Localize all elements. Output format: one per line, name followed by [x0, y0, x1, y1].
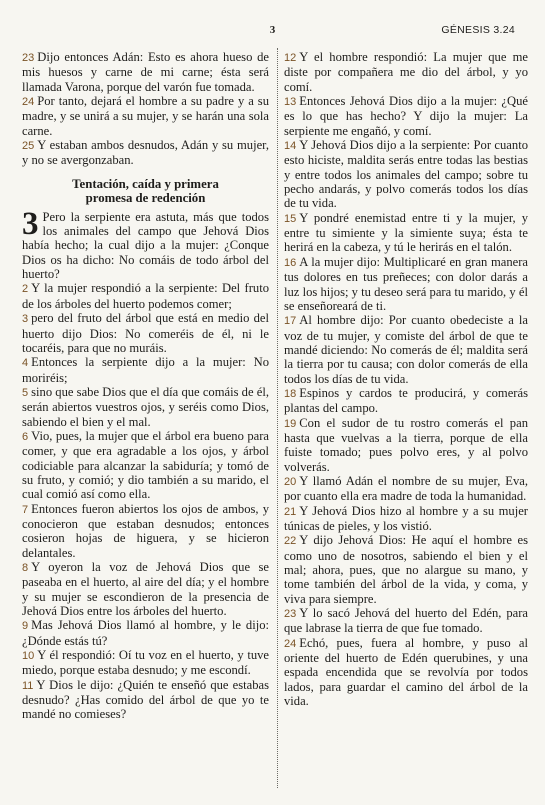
- verse-text: Y dijo Jehová Dios: He aquí el hombre es como uno de nosotros, sabiendo el bien y el mal; ahora, pues, que no alargue su mano, y tome también del árbol de la vida, y coma, y viva para siempre.: [284, 533, 528, 606]
- verse: [284, 138, 528, 211]
- verse-number: 23: [22, 52, 35, 64]
- verse-text: Entonces fueron abiertos los ojos de ambos, y conocieron que estaban desnudos; entonces cosieron hojas de higuera, y se hicieron delantales.: [22, 501, 269, 560]
- column-divider: [277, 48, 278, 788]
- verse: [22, 50, 269, 94]
- verse: [22, 311, 269, 355]
- right-verses: [284, 50, 528, 708]
- verse: [284, 533, 528, 606]
- verse-text: Y lo sacó Jehová del huerto del Edén, para que labrase la tierra de que fue tomado.: [284, 606, 528, 636]
- verse-text: Y Dios le dijo: ¿Quién te enseñó que estabas desnudo? ¿Has comido del árbol de que yo te mandé no comieses?: [22, 677, 269, 722]
- verse-text: Entonces Jehová Dios dijo a la mujer: ¿Qué es lo que has hecho? Y dijo la mujer: La serpiente me engañó, y comí.: [284, 94, 528, 138]
- verse-number: 9: [22, 620, 29, 633]
- verse: [284, 255, 528, 313]
- verse-number: 16: [284, 256, 297, 269]
- verse-number: 22: [284, 535, 297, 548]
- section-title: [22, 177, 269, 205]
- chapter-opening: [22, 210, 269, 282]
- verse-text: sino que sabe Dios que el día que comáis de él, serán abiertos vuestros ojos, y seréis como Dios, sabiendo el bien y el mal.: [22, 384, 269, 429]
- verse-text: Entonces la serpiente dijo a la mujer: No moriréis;: [22, 355, 269, 385]
- verse-number: 3: [22, 313, 29, 326]
- verse: [284, 416, 528, 474]
- verse: [22, 618, 269, 648]
- page-header: [0, 24, 545, 40]
- running-head: GÉNESIS 3.24: [441, 24, 515, 36]
- verse-number: 2: [22, 283, 29, 296]
- verse-text: Y el hombre respondió: La mujer que me diste por compañera me dio del árbol, y yo comí.: [284, 50, 528, 94]
- verse-number: 10: [22, 650, 35, 663]
- verse-text: Echó, pues, fuera al hombre, y puso al oriente del huerto de Edén querubines, y una espada encendida que se revolvía por todos lados, para guardar el camino del árbol de la vida.: [284, 635, 528, 709]
- verse: [22, 355, 269, 385]
- verse-number: 15: [284, 212, 297, 225]
- verse: [284, 50, 528, 94]
- verse-text: A la mujer dijo: Multiplicaré en gran manera tus dolores en tus preñeces; con dolor darás a luz los hijos; y tu deseo será para tu marido, y él se enseñoreará de ti.: [284, 254, 528, 313]
- verse-text: Y oyeron la voz de Jehová Dios que se paseaba en el huerto, al aire del día; y el hombre y su mujer se escondieron de la presencia de Jehová Dios entre los árboles del huerto.: [22, 560, 269, 619]
- verse-text: pero del fruto del árbol que está en medio del huerto dijo Dios: No comeréis de él, ni le tocaréis, para que no muráis.: [22, 311, 269, 355]
- verse-number: 5: [22, 386, 29, 399]
- verse-text: Y la mujer respondió a la serpiente: Del fruto de los árboles del huerto podemos comer;: [22, 281, 269, 311]
- verse-text: Con el sudor de tu rostro comerás el pan hasta que vuelvas a la tierra, porque de ella fuiste tomado; pues polvo eres, y al polvo volverás.: [284, 415, 528, 474]
- page-number: 3: [269, 24, 276, 36]
- verse-number: 7: [22, 503, 29, 516]
- chapter-first-verse: Pero la serpiente era astuta, más que todos los animales del campo que Jehová Dios había hecho; la cual dijo a la mujer: ¿Conque Dios os ha dicho: No comáis de todo árbol del huerto?: [22, 209, 269, 282]
- verse: [284, 636, 528, 709]
- verse-number: 19: [284, 417, 297, 430]
- chapter-number: 3: [22, 209, 39, 242]
- verse-number: 6: [22, 430, 29, 443]
- verse-text: Vio, pues, la mujer que el árbol era bueno para comer, y que era agradable a los ojos, y árbol codiciable para alcanzar la sabiduría; y tomó de su fruto, y comió; y dio también a su marido, el cual comió así como ella.: [22, 428, 269, 502]
- verse: [22, 648, 269, 678]
- verses-before-section: [22, 50, 269, 168]
- verse: [284, 94, 528, 138]
- verse: [284, 211, 528, 255]
- verse-number: 17: [284, 315, 297, 328]
- section-title-line-2: promesa de redención: [85, 190, 206, 205]
- verse: [284, 474, 528, 504]
- verse-number: 24: [284, 637, 297, 650]
- verse-number: 12: [284, 52, 297, 64]
- section-title-line-1: Tentación, caída y primera: [72, 176, 219, 191]
- verse: [22, 281, 269, 311]
- verse-text: Espinos y cardos te producirá, y comerás plantas del campo.: [284, 385, 528, 416]
- verse: [284, 606, 528, 636]
- verse: [22, 678, 269, 722]
- verse-text: Y estaban ambos desnudos, Adán y su mujer, y no se avergonzaban.: [22, 138, 269, 168]
- verse: [22, 429, 269, 502]
- verse-text: Mas Jehová Dios llamó al hombre, y le dijo: ¿Dónde estás tú?: [22, 618, 269, 648]
- verse: [22, 138, 269, 168]
- verses-after-section: [22, 281, 269, 721]
- verse-number: 8: [22, 562, 29, 574]
- verse: [22, 502, 269, 560]
- verse-text: Por tanto, dejará el hombre a su padre y a su madre, y se unirá a su mujer, y se harán una sola carne.: [22, 94, 269, 138]
- verse-number: 4: [22, 357, 29, 370]
- verse-number: 21: [284, 505, 297, 518]
- verse-number: 20: [284, 475, 297, 488]
- verse: [22, 94, 269, 138]
- verse-text: Y Jehová Dios hizo al hombre y a su mujer túnicas de pieles, y los vistió.: [284, 503, 528, 533]
- verse-text: Dijo entonces Adán: Esto es ahora hueso de mis huesos y carne de mi carne; ésta será llamada Varona, porque del varón fue tomada.: [22, 50, 269, 94]
- verse: [22, 560, 269, 618]
- verse: [284, 386, 528, 416]
- verse-number: 25: [22, 140, 35, 153]
- verse-text: Y él respondió: Oí tu voz en el huerto, y tuve miedo, porque estaba desnudo; y me escondí.: [22, 648, 269, 678]
- verse-number: 11: [22, 679, 34, 692]
- verse-text: Al hombre dijo: Por cuanto obedeciste a la voz de tu mujer, y comiste del árbol de que te mandé diciendo: No comerás de él; maldita será la tierra por tu causa; con dolor comerás de ella todos los días de tu vida.: [284, 313, 528, 386]
- verse-number: 13: [284, 96, 297, 109]
- verse-text: Y llamó Adán el nombre de su mujer, Eva, por cuanto ella era madre de toda la humanidad.: [284, 473, 528, 504]
- verse-text: Y Jehová Dios dijo a la serpiente: Por cuanto esto hiciste, maldita serás entre todas las bestias y entre todos los animales del campo; sobre tu pecho andarás, y polvo comerás todos los días de tu vida.: [284, 138, 528, 211]
- verse-number: 23: [284, 608, 297, 621]
- verse: [284, 504, 528, 534]
- verse: [284, 313, 528, 386]
- right-column: [284, 50, 528, 790]
- verse-number: 18: [284, 387, 297, 400]
- verse-text: Y pondré enemistad entre ti y la mujer, y entre tu simiente y la simiente suya; ésta te herirá en la cabeza, y tú le herirás en el talón.: [284, 210, 528, 255]
- verse-number: 24: [22, 96, 35, 109]
- verse-number: 14: [284, 140, 297, 153]
- verse: [22, 385, 269, 429]
- left-column: [22, 50, 269, 790]
